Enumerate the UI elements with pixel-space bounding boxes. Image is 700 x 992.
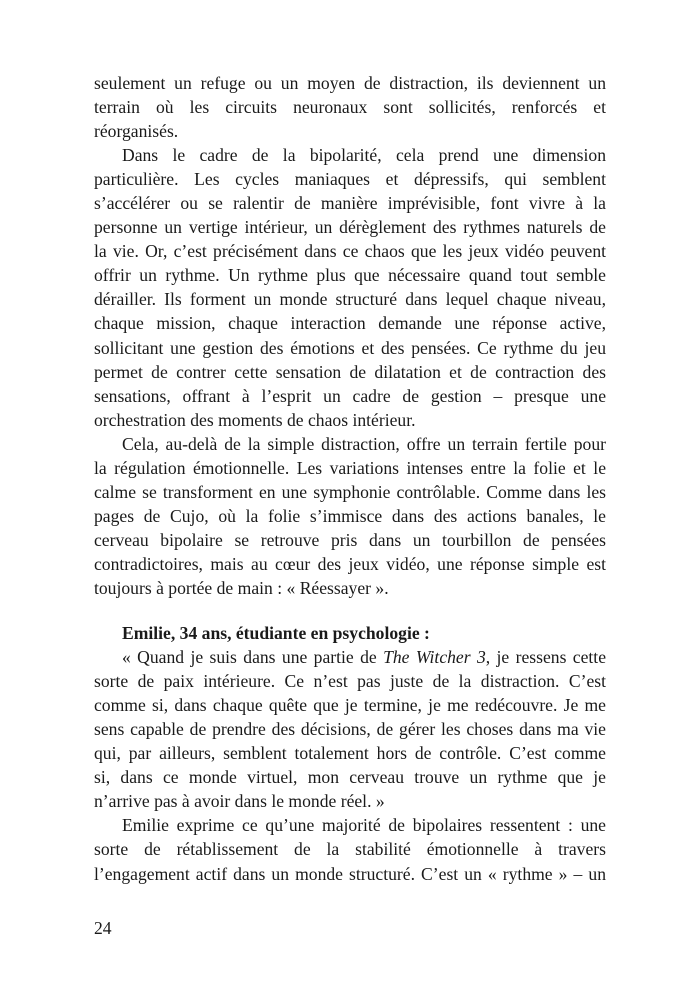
text-line: chaque mission, chaque interaction demande une réponse active, [94,313,606,334]
text-line: terrain où les circuits neuronaux sont sollicités, renforcés et [94,97,606,118]
text-line: calme se transforment en une symphonie contrôlable. Comme dans les [94,481,606,502]
paragraph-2 [94,143,606,432]
text-line [94,645,606,669]
text-line: la régulation émotionnelle. Les variations intenses entre la folie et le [94,457,606,478]
text-line: Dans le cadre de la bipolarité, cela prend une dimension [122,145,606,166]
paragraph-1 [94,71,606,143]
text-line: personne un vertige intérieur, un dérèglement des rythmes naturels de [94,217,606,238]
text-line: réorganisés. [94,121,179,142]
text-line: comme si, dans chaque quête que je termine, je me redécouvre. Je me [94,695,606,716]
text-line: permet de contrer cette sensation de dilatation et de contraction des [94,361,606,382]
page-body [94,71,606,886]
quote-paragraph [94,645,606,813]
text-line: sorte de paix intérieure. Ce n’est pas juste de la distraction. C’est [94,671,606,692]
text-line: sensations, offrant à l’esprit un cadre de gestion – presque une [94,385,606,406]
page-number: 24 [94,918,112,938]
text-line: la vie. Or, c’est précisément dans ce chaos que les jeux vidéo peuvent [94,241,606,262]
text-line: offrir un rythme. Un rythme plus que nécessaire quand tout semble [94,265,606,286]
section-heading: Emilie, 34 ans, étudiante en psychologie : [122,623,430,644]
text-line: Cela, au-delà de la simple distraction, offre un terrain fertile pour [122,433,606,454]
text-line: l’engagement actif dans un monde structuré. C’est un « rythme » – un [94,863,606,884]
testimony-heading [94,621,606,645]
game-title: The Witcher 3 [383,647,486,668]
text-line: sollicitant une gestion des émotions et des pensées. Ce rythme du jeu [94,337,606,358]
text-line: dérailler. Ils forment un monde structuré dans lequel chaque niveau, [94,289,606,310]
text-line: n’arrive pas à avoir dans le monde réel. » [94,791,385,812]
text-line: sens capable de prendre des décisions, de gérer les choses dans ma vie [94,719,606,740]
text-line: pages de Cujo, où la folie s’immisce dans des actions banales, le [94,505,606,526]
text-line: si, dans ce monde virtuel, mon cerveau trouve un rythme que je [94,767,606,788]
text-line: Emilie exprime ce qu’une majorité de bipolaires ressentent : une [122,815,606,836]
text-line: contradictoires, mais au cœur des jeux vidéo, une réponse simple est [94,553,606,574]
text-line: orchestration des moments de chaos intérieur. [94,409,416,430]
text-line: toujours à portée de main : « Réessayer ». [94,577,389,598]
text-line: particulière. Les cycles maniaques et dépressifs, qui semblent [94,169,606,190]
paragraph-3 [94,432,606,600]
text-line: s’accélérer ou se ralentir de manière imprévisible, font vivre à la [94,193,606,214]
text-line: qui, par ailleurs, semblent totalement hors de contrôle. C’est comme [94,743,606,764]
quote-rest-text: , je ressens cette [485,647,607,668]
section-gap [94,600,606,621]
text-line: cerveau bipolaire se retrouve pris dans un tourbillon de pensées [94,529,606,550]
paragraph-6 [94,813,606,885]
text-line: sorte de rétablissement de la stabilité émotionnelle à travers [94,839,606,860]
quote-open-text: « Quand je suis dans une partie de [122,647,384,668]
text-line: seulement un refuge ou un moyen de distraction, ils deviennent un [94,73,606,93]
